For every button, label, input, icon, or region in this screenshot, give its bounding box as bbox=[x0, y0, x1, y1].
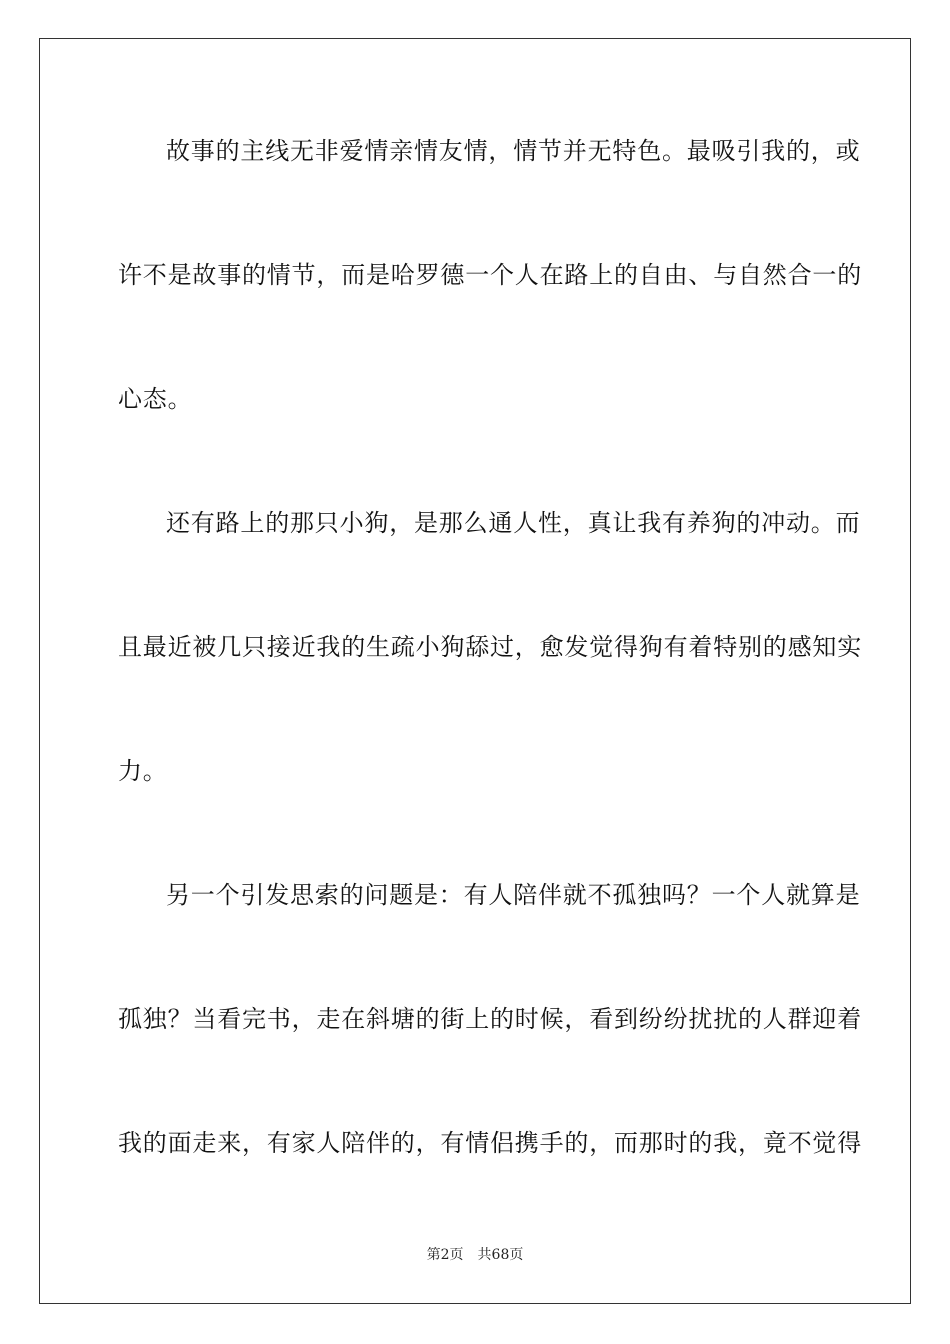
paragraph-2-line-2: 且最近被几只接近我的生疏小狗舔过，愈发觉得狗有着特别的感知实 bbox=[118, 633, 862, 661]
total-pages: 共68页 bbox=[477, 1247, 524, 1263]
paragraph-2-line-3: 力。 bbox=[118, 757, 168, 785]
paragraph-2-line-1: 还有路上的那只小狗，是那么通人性，真让我有养狗的冲动。而 bbox=[166, 509, 861, 537]
paragraph-1-line-1: 故事的主线无非爱情亲情友情，情节并无特色。最吸引我的，或 bbox=[166, 137, 861, 165]
page-border bbox=[39, 38, 911, 1304]
paragraph-3-line-3: 我的面走来，有家人陪伴的，有情侣携手的，而那时的我，竟不觉得 bbox=[118, 1129, 862, 1157]
paragraph-3-line-1: 另一个引发思索的问题是：有人陪伴就不孤独吗？一个人就算是 bbox=[166, 881, 861, 909]
paragraph-1-line-2: 许不是故事的情节，而是哈罗德一个人在路上的自由、与自然合一的 bbox=[118, 261, 862, 289]
paragraph-3-line-2: 孤独？当看完书，走在斜塘的街上的时候，看到纷纷扰扰的人群迎着 bbox=[118, 1005, 862, 1033]
paragraph-1-line-3: 心态。 bbox=[118, 385, 193, 413]
page-footer bbox=[0, 1245, 950, 1265]
page-number: 第2页 bbox=[426, 1247, 464, 1263]
